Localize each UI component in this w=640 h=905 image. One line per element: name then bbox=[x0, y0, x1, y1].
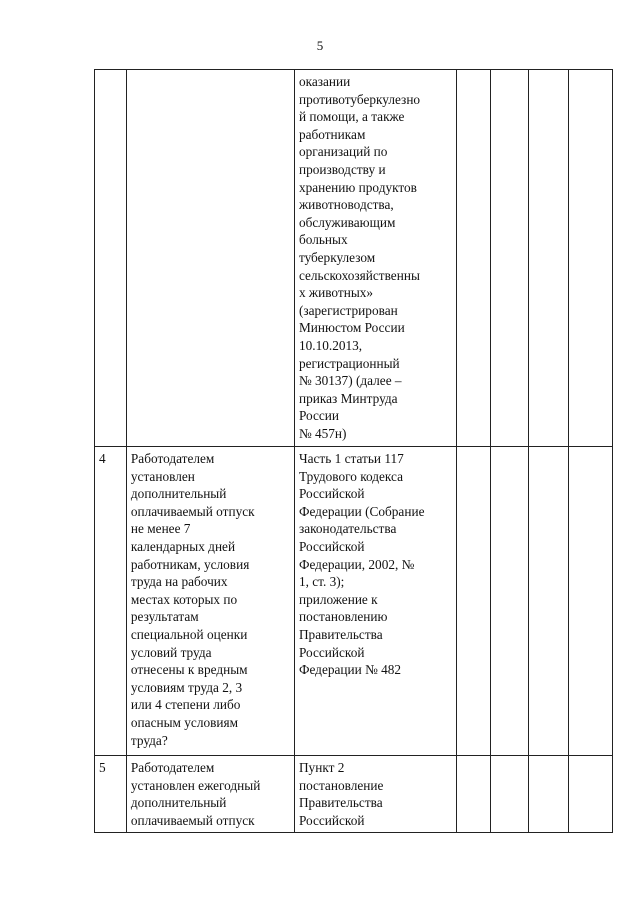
cell-text-line: Трудового кодекса bbox=[298, 468, 404, 484]
cell-text-line: й помощи, а также bbox=[298, 109, 405, 125]
cell-text-line: (зарегистрирован bbox=[298, 302, 398, 318]
cell-text-line: приказ Минтруда bbox=[298, 390, 398, 406]
reference-cell bbox=[294, 447, 456, 756]
cell-text-line: 10.10.2013, bbox=[298, 337, 363, 353]
cell-text-line: календарных дней bbox=[130, 538, 236, 554]
cell-text-line: Часть 1 статьи 117 bbox=[298, 451, 404, 466]
cell-text-line: Российской bbox=[298, 486, 365, 502]
answer-na-cell bbox=[528, 447, 568, 756]
page-number: 5 bbox=[316, 38, 324, 53]
answer-no-cell bbox=[490, 70, 528, 447]
cell-text-line: установлен bbox=[130, 468, 195, 484]
cell-text-line: или 4 степени либо bbox=[130, 697, 241, 713]
cell-text-line: Работодателем bbox=[130, 451, 215, 466]
cell-text-line: Пункт 2 bbox=[298, 760, 345, 775]
cell-text-line: противотуберкулезно bbox=[298, 91, 421, 107]
cell-text-line: отнесены к вредным bbox=[130, 662, 248, 678]
cell-text-line: Российской bbox=[298, 644, 365, 660]
reference-cell bbox=[294, 756, 456, 833]
cell-text-line: дополнительный bbox=[130, 486, 227, 502]
cell-text-line: сельскохозяйственны bbox=[298, 267, 420, 283]
answer-yes-cell bbox=[456, 756, 490, 833]
notes-cell bbox=[569, 70, 613, 447]
cell-text-line: Минюстом России bbox=[298, 320, 405, 336]
cell-text-line: х животных» bbox=[298, 285, 374, 301]
cell-text-line: 1, ст. 3); bbox=[298, 574, 345, 590]
cell-text-line: № 457н) bbox=[298, 425, 347, 441]
table-row bbox=[95, 447, 613, 756]
reference-cell bbox=[294, 70, 456, 447]
answer-no-cell bbox=[490, 756, 528, 833]
cell-text-line: не менее 7 bbox=[130, 521, 191, 537]
cell-text-line: Федерации, 2002, № bbox=[298, 556, 415, 572]
cell-text-line: обслуживающим bbox=[298, 214, 396, 230]
cell-text-line: труда? bbox=[130, 732, 168, 748]
cell-text-line: хранению продуктов bbox=[298, 179, 417, 195]
cell-text-line: Федерации (Собрание bbox=[298, 503, 425, 519]
cell-text-line: Правительства bbox=[298, 626, 383, 642]
answer-na-cell bbox=[528, 756, 568, 833]
cell-text-line: специальной оценки bbox=[130, 626, 248, 642]
cell-text-line: Федерации № 482 bbox=[298, 662, 402, 678]
cell-text-line: труда на рабочих bbox=[130, 574, 228, 590]
cell-text-line: № 30137) (далее – bbox=[298, 373, 402, 389]
cell-text-line: Российской bbox=[298, 812, 365, 828]
notes-cell bbox=[569, 756, 613, 833]
row-number-cell bbox=[95, 70, 127, 447]
answer-yes-cell bbox=[456, 70, 490, 447]
cell-text-line: дополнительный bbox=[130, 795, 227, 811]
answer-no-cell bbox=[490, 447, 528, 756]
cell-text-line: России bbox=[298, 408, 340, 424]
cell-text-line: постановлению bbox=[298, 609, 388, 625]
cell-text-line: оказании bbox=[298, 74, 351, 89]
cell-text-line: оплачиваемый отпуск bbox=[130, 812, 255, 828]
cell-text-line: Работодателем bbox=[130, 760, 215, 775]
table-row bbox=[95, 756, 613, 833]
requirement-cell bbox=[126, 447, 294, 756]
cell-text-line: работникам, условия bbox=[130, 556, 250, 572]
answer-yes-cell bbox=[456, 447, 490, 756]
cell-text-line: условиям труда 2, 3 bbox=[130, 679, 243, 695]
cell-text-line: животноводства, bbox=[298, 197, 394, 213]
table-row bbox=[95, 70, 613, 447]
cell-text-line: регистрационный bbox=[298, 355, 400, 371]
cell-text-line: Правительства bbox=[298, 795, 383, 811]
cell-text-line: законодательства bbox=[298, 521, 397, 537]
cell-text-line: результатам bbox=[130, 609, 199, 625]
cell-text-line: работникам bbox=[298, 126, 366, 142]
cell-text-line: постановление bbox=[298, 777, 384, 793]
cell-text-line: организаций по bbox=[298, 144, 388, 160]
cell-text-line: производству и bbox=[298, 161, 386, 177]
row-number-cell: 4 bbox=[95, 447, 127, 756]
cell-text-line: приложение к bbox=[298, 591, 378, 607]
cell-text-line: Российской bbox=[298, 538, 365, 554]
cell-text-line: оплачиваемый отпуск bbox=[130, 503, 255, 519]
notes-cell bbox=[569, 447, 613, 756]
cell-text-line: установлен ежегодный bbox=[130, 777, 261, 793]
checklist-table bbox=[94, 69, 613, 833]
requirement-cell bbox=[126, 756, 294, 833]
cell-text-line: местах которых по bbox=[130, 591, 238, 607]
requirement-cell bbox=[126, 70, 294, 447]
row-number-cell: 5 bbox=[95, 756, 127, 833]
cell-text-line: опасным условиям bbox=[130, 714, 239, 730]
cell-text-line: больных bbox=[298, 232, 348, 248]
cell-text-line: условий труда bbox=[130, 644, 212, 660]
answer-na-cell bbox=[528, 70, 568, 447]
cell-text-line: туберкулезом bbox=[298, 249, 376, 265]
